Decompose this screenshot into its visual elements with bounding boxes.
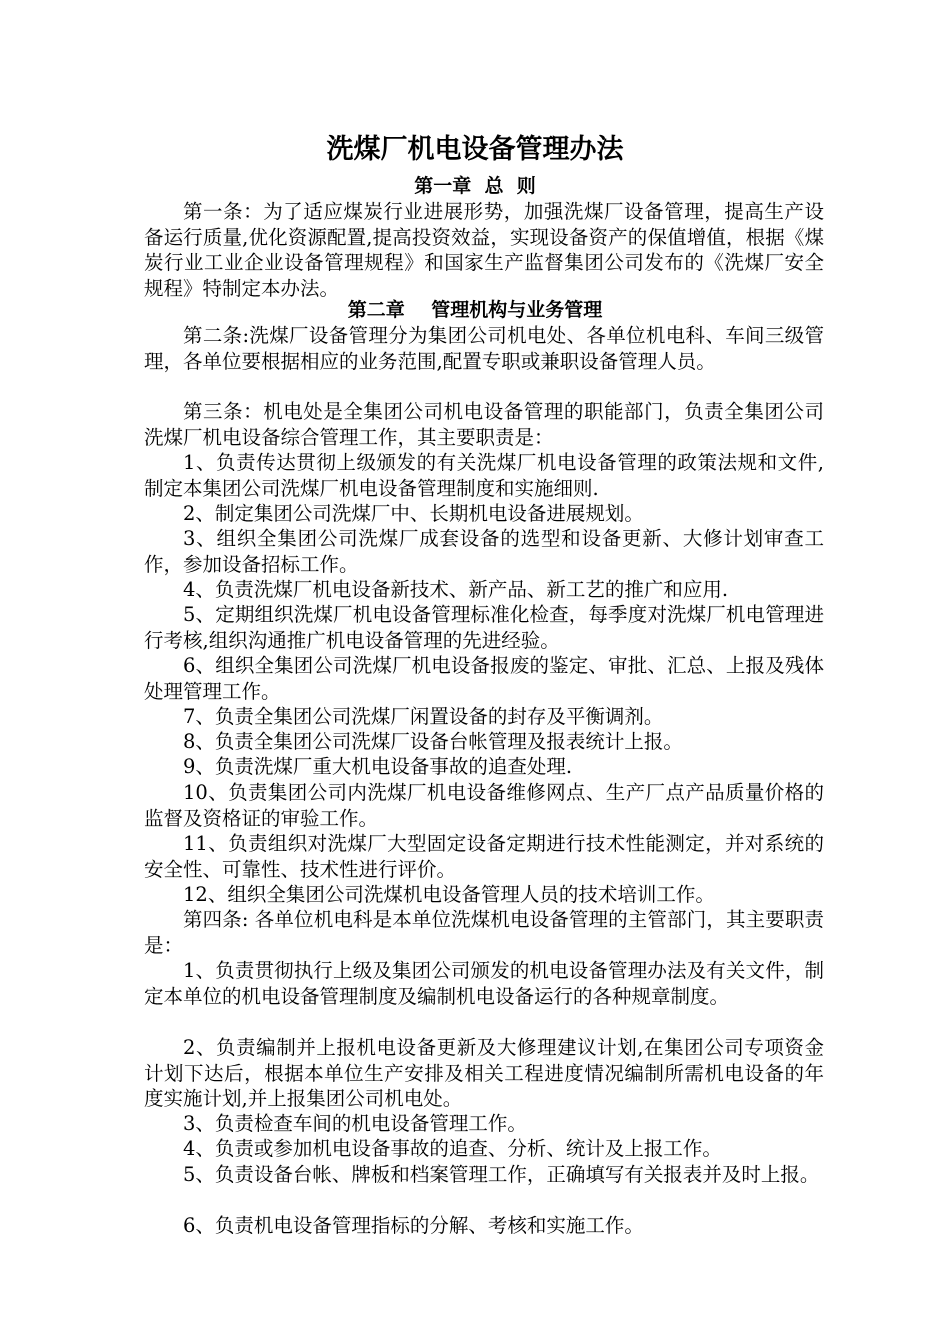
article-4: 第四条: 各单位机电科是本单位洗煤机电设备管理的主管部门，其主要职责是： <box>144 908 824 957</box>
chapter-2-heading: 第二章 管理机构与业务管理 <box>347 299 603 321</box>
article-4-item-2: 2、负责编制并上报机电设备更新及大修理建议计划,在集团公司专项资金计划下达后，根据本单位生产安排及相关工程进度情况编制所需机电设备的年度实施计划,并上报集团公司机电处。 <box>144 1036 824 1110</box>
article-4-item-3: 3、负责检查车间的机电设备管理工作。 <box>183 1112 527 1135</box>
article-3-item-12: 12、组织全集团公司洗煤机电设备管理人员的技术培训工作。 <box>183 883 715 906</box>
article-3-item-7: 7、负责全集团公司洗煤厂闲置设备的封存及平衡调剂。 <box>183 705 664 728</box>
article-3-item-6: 6、组织全集团公司洗煤厂机电设备报废的鉴定、审批、汇总、上报及残体处理管理工作。 <box>144 654 824 703</box>
article-3-item-5: 5、定期组织洗煤厂机电设备管理标准化检查，每季度对洗煤厂机电管理进行考核,组织沟通推广机电设备管理的先进经验。 <box>144 603 824 652</box>
article-4-item-1: 1、负责贯彻执行上级及集团公司颁发的机电设备管理办法及有关文件，制定本单位的机电设备管理制度及编制机电设备运行的各种规章制度。 <box>144 959 824 1008</box>
article-1: 第一条：为了适应煤炭行业进展形势，加强洗煤厂设备管理，提高生产设备运行质量,优化资源配置,提高投资效益，实现设备资产的保值增值，根据《煤炭行业工业企业设备管理规程》和国家生产监督集团公司发布的《洗煤厂安全规程》特制定本办法。 <box>144 200 824 300</box>
article-3-item-8: 8、负责全集团公司洗煤厂设备台帐管理及报表统计上报。 <box>183 730 683 753</box>
article-3-item-10: 10、负责集团公司内洗煤厂机电设备维修网点、生产厂点产品质量价格的监督及资格证的审验工作。 <box>144 781 824 830</box>
chapter-1-heading: 第一章 总 则 <box>414 175 536 197</box>
article-3-item-2: 2、制定集团公司洗煤厂中、长期机电设备进展规划。 <box>183 502 644 525</box>
article-4-item-6: 6、负责机电设备管理指标的分解、考核和实施工作。 <box>183 1214 644 1237</box>
article-3-item-4: 4、负责洗煤厂机电设备新技术、新产品、新工艺的推广和应用. <box>183 578 729 601</box>
article-3-item-1: 1、负责传达贯彻上级颁发的有关洗煤厂机电设备管理的政策法规和文件,制定本集团公司洗煤厂机电设备管理制度和实施细则. <box>144 451 824 500</box>
document-title: 洗煤厂机电设备管理办法 <box>326 134 624 165</box>
article-4-item-4: 4、负责或参加机电设备事故的追查、分析、统计及上报工作。 <box>183 1137 722 1160</box>
article-3-item-11: 11、负责组织对洗煤厂大型固定设备定期进行技术性能测定，并对系统的安全性、可靠性、技术性进行评价。 <box>144 832 824 881</box>
article-4-item-5: 5、负责设备台帐、牌板和档案管理工作，正确填写有关报表并及时上报。 <box>183 1163 820 1186</box>
article-2: 第二条:洗煤厂设备管理分为集团公司机电处、各单位机电科、车间三级管理，各单位要根据相应的业务范围,配置专职或兼职设备管理人员。 <box>144 324 824 373</box>
article-3-item-3: 3、组织全集团公司洗煤厂成套设备的选型和设备更新、大修计划审查工作，参加设备招标工作。 <box>144 527 824 576</box>
article-3-item-9: 9、负责洗煤厂重大机电设备事故的追查处理. <box>183 755 573 778</box>
article-3: 第三条：机电处是全集团公司机电设备管理的职能部门，负责全集团公司洗煤厂机电设备综合管理工作，其主要职责是： <box>144 400 824 449</box>
